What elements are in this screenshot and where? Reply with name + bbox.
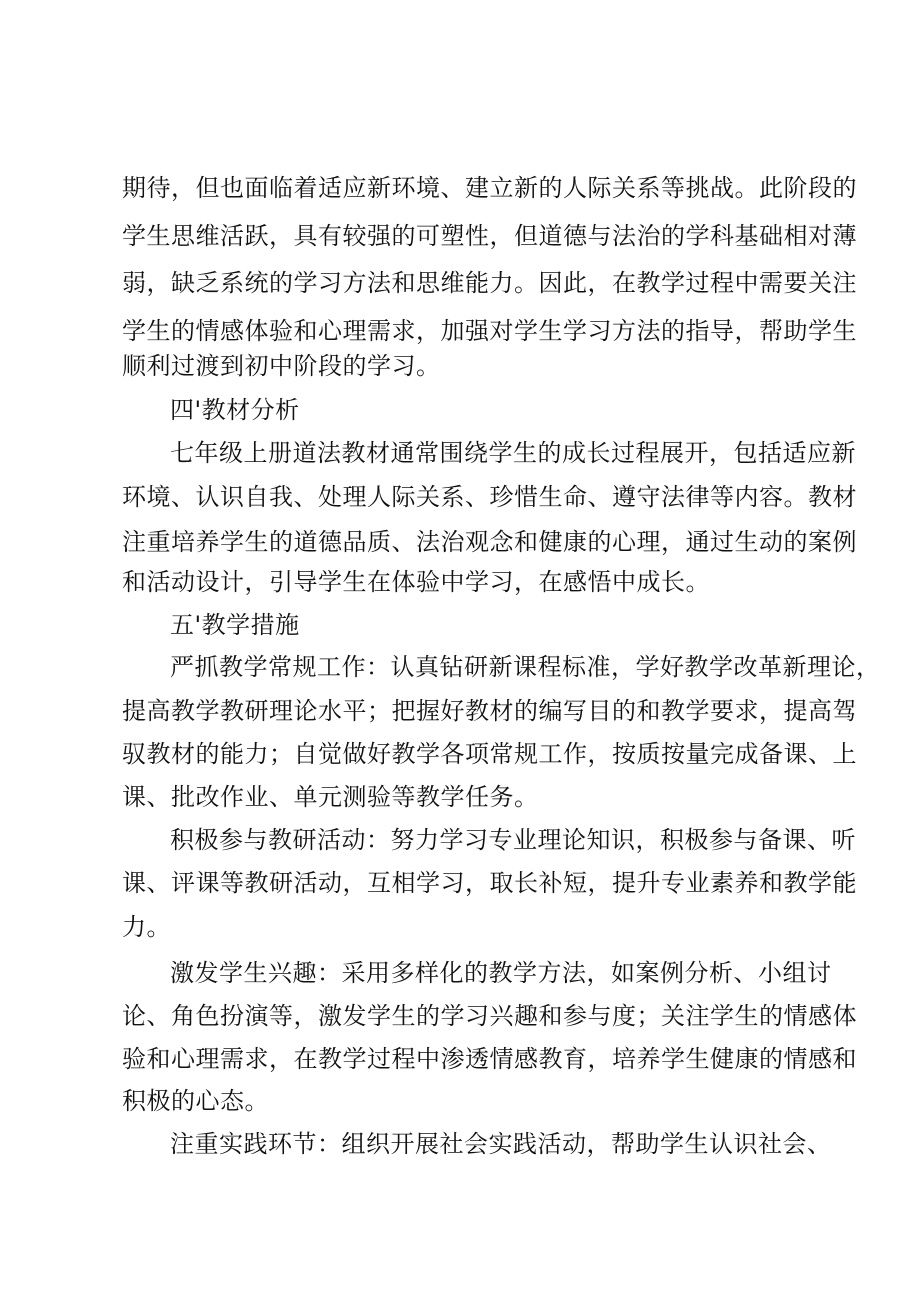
section-heading: 四'教材分析 xyxy=(170,396,300,424)
text-line: 弱，缺乏系统的学习方法和思维能力。因此，在教学过程中需要关注 xyxy=(122,269,857,297)
text-line: 力。 xyxy=(122,913,171,941)
text-line: 驭教材的能力；自觉做好教学各项常规工作，按质按量完成备课、上 xyxy=(122,740,857,768)
paragraph-first-line: 严抓教学常规工作：认真钻研新课程标准，学好教学改革新理论， xyxy=(170,653,881,681)
paragraph-first-line: 积极参与教研活动：努力学习专业理论知识，积极参与备课、听 xyxy=(170,826,856,854)
text-line: 验和心理需求，在教学过程中渗透情感教育，培养学生健康的情感和 xyxy=(122,1045,857,1073)
paragraph-first-line: 注重实践环节：组织开展社会实践活动，帮助学生认识社会、 xyxy=(170,1130,832,1158)
text-line: 积极的心态。 xyxy=(122,1087,269,1115)
text-line: 学生思维活跃，具有较强的可塑性，但道德与法治的学科基础相对薄 xyxy=(122,222,857,250)
text-line: 学生的情感体验和心理需求，加强对学生学习方法的指导，帮助学生 xyxy=(122,317,857,345)
text-line: 提高教学教研理论水平；把握好教材的编写目的和教学要求，提高驾 xyxy=(122,697,857,725)
paragraph-first-line: 激发学生兴趣：采用多样化的教学方法，如案例分析、小组讨 xyxy=(170,959,832,987)
text-line: 期待，但也面临着适应新环境、建立新的人际关系等挑战。此阶段的 xyxy=(122,174,857,202)
text-line: 和活动设计，引导学生在体验中学习，在感悟中成长。 xyxy=(122,568,710,596)
text-line: 论、角色扮演等，激发学生的学习兴趣和参与度；关注学生的情感体 xyxy=(122,1002,857,1030)
text-line: 课、批改作业、单元测验等教学任务。 xyxy=(122,783,539,811)
paragraph-first-line: 七年级上册道法教材通常围绕学生的成长过程展开，包括适应新 xyxy=(170,439,856,467)
text-line: 顺利过渡到初中阶段的学习。 xyxy=(122,352,441,380)
text-line: 环境、认识自我、处理人际关系、珍惜生命、遵守法律等内容。教材 xyxy=(122,483,857,511)
text-line: 课、评课等教研活动，互相学习，取长补短，提升专业素养和教学能 xyxy=(122,869,857,897)
text-line: 注重培养学生的道德品质、法治观念和健康的心理，通过生动的案例 xyxy=(122,528,857,556)
section-heading: 五'教学措施 xyxy=(170,611,300,639)
